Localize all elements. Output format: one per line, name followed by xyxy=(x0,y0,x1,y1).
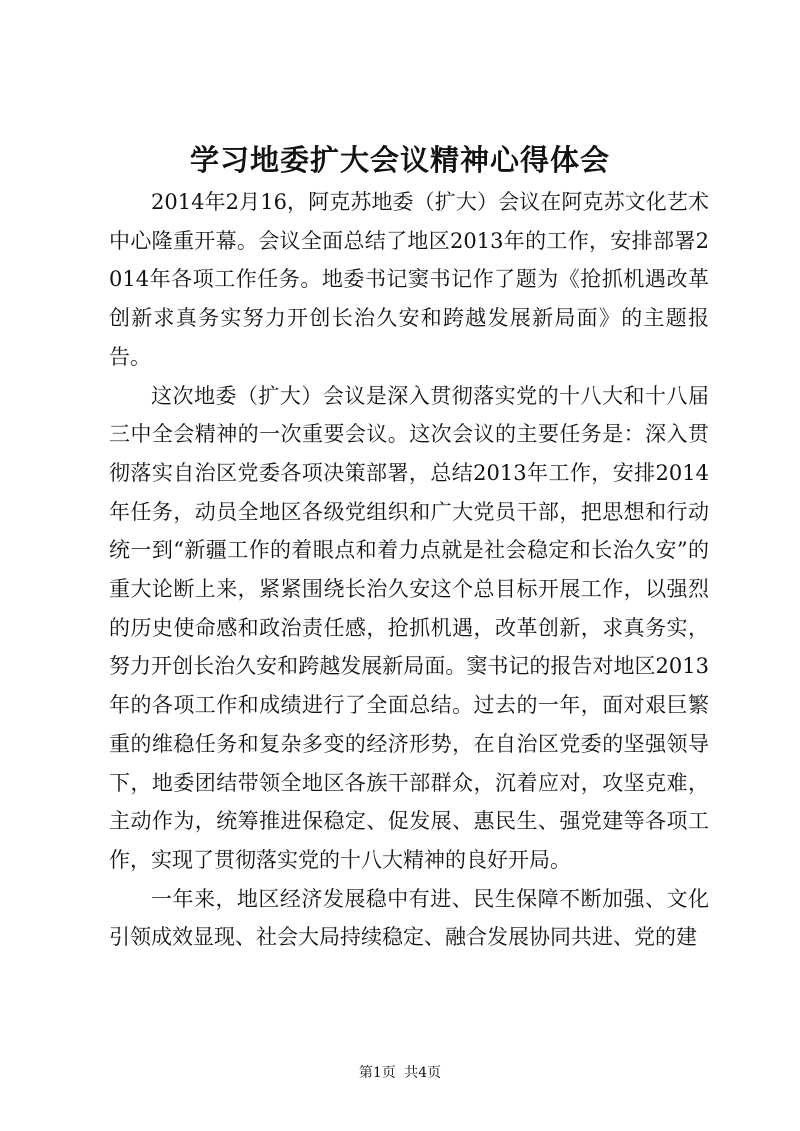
paragraph-1: 2014年2月16，阿克苏地委（扩大）会议在阿克苏文化艺术中心隆重开幕。会议全面总结了地区2013年的工作，安排部署2014年各项工作任务。地委书记窦书记作了题为《抢抓机遇改革创新求真务实努力开创长治久安和跨越发展新局面》的主题报告。 xyxy=(109,190,709,369)
page-footer xyxy=(0,1063,800,1083)
page-number: 第1页 xyxy=(358,1065,396,1081)
paragraph-2: 这次地委（扩大）会议是深入贯彻落实党的十八大和十八届三中全会精神的一次重要会议。这次会议的主要任务是：深入贯彻落实自治区党委各项决策部署，总结2013年工作，安排2014年任务，动员全地区各级党组织和广大党员干部，把思想和行动统一到“新疆工作的着眼点和着力点就是社会稳定和长治久安”的重大论断上来，紧紧围绕长治久安这个总目标开展工作，以强烈的历史使命感和政治责任感，抢抓机遇，改革创新，求真务实，努力开创长治久安和跨越发展新局面。窦书记的报告对地区2013年的各项工作和成绩进行了全面总结。过去的一年，面对艰巨繁重的维稳任务和复杂多变的经济形势，在自治区党委的坚强领导下，地委团结带领全地区各族干部群众，沉着应对，攻坚克难，主动作为，统筹推进保稳定、促发展、惠民生、强党建等各项工作，实现了贯彻落实党的十八大精神的良好开局。 xyxy=(109,383,709,872)
paragraph-3: 一年来，地区经济发展稳中有进、民生保障不断加强、文化引领成效显现、社会大局持续稳定、融合发展协同共进、党的建 xyxy=(109,886,709,950)
document-title: 学习地委扩大会议精神心得体会 xyxy=(189,143,610,177)
document-body xyxy=(109,183,709,957)
page-total: 共4页 xyxy=(404,1065,442,1081)
